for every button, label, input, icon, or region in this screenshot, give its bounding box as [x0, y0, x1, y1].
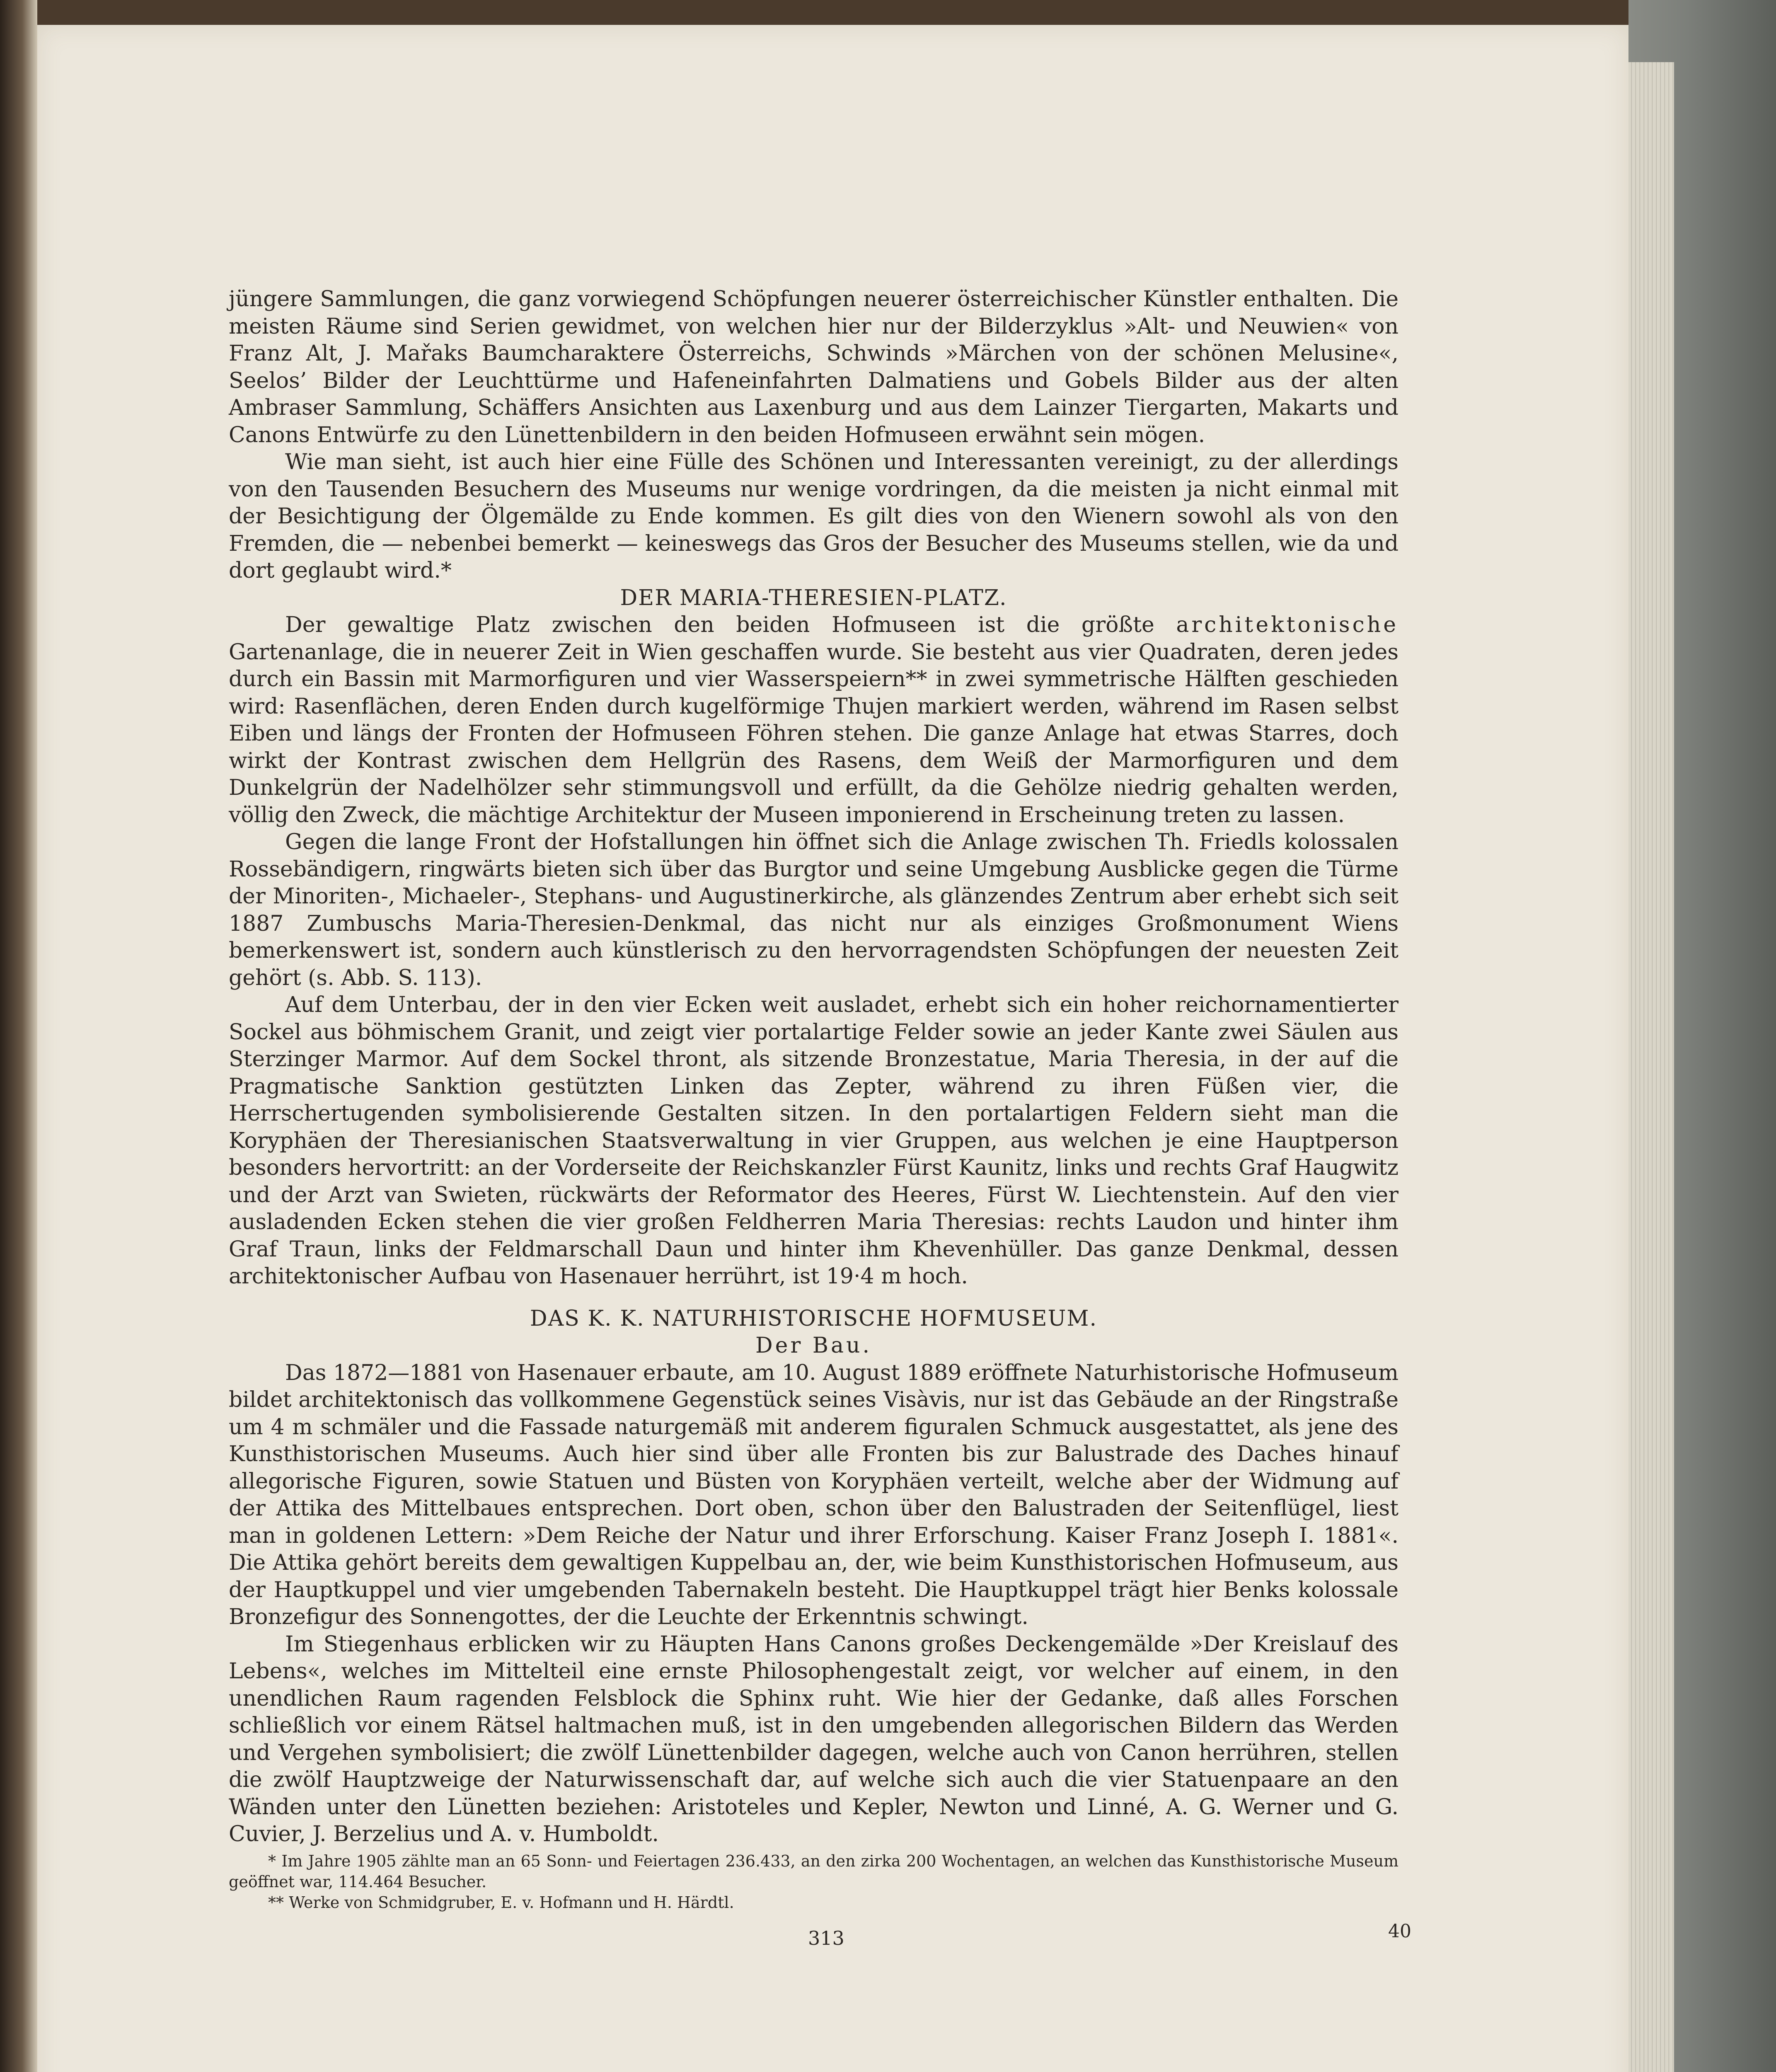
page-edges: [1628, 62, 1674, 2072]
heading-naturhistorische-hofmuseum: DAS K. K. NATURHISTORISCHE HOFMUSEUM.: [530, 1306, 1098, 1331]
page-body: [229, 286, 1399, 1913]
platz-spaced-word: architektonische: [1176, 612, 1399, 637]
platz-text-a: Der gewaltige Platz zwischen den beiden Hofmuseen ist die größte: [285, 612, 1154, 637]
subheading-der-bau: Der Bau.: [755, 1333, 872, 1358]
signature-mark: 40: [1388, 1921, 1411, 1942]
paragraph-museum-2: Im Stiegenhaus erblicken wir zu Häupten Hans Canons großes Deckengemälde »Der Kreislauf des Lebens«, welches im Mittelteil eine ernste Philosophengestalt zeigt, vor welcher auf einem, in den unendlichen Raum ragenden Felsblock die Sphinx ruht. Wie hier der Gedanke, daß alles Forschen schließlich vor einem Rätsel haltmachen muß, ist in den umgebenden allegorischen Bildern das Werden und Vergehen symbolisiert; die zwölf Lünettenbilder dagegen, welche auch von Canon herrühren, stellen die zwölf Hauptzweige der Naturwissenschaft dar, auf welche sich auch die vier Statuenpaare an den Wänden unter den Lünetten beziehen: Aristoteles und Kepler, Newton und Linné, A. G. Werner und G. Cuvier, J. Berzelius und A. v. Humboldt.: [229, 1631, 1399, 1847]
heading-maria-theresien-platz: DER MARIA-THERESIEN-PLATZ.: [620, 585, 1007, 610]
paragraph-museum-1: Das 1872—1881 von Hasenauer erbaute, am 10. August 1889 eröffnete Naturhistorische Hofmuseum bildet architektonisch das vollkommene Gegenstück seines Visàvis, nur ist das Gebäude an der Ringstraße um 4 m schmäler und die Fassade naturgemäß mit anderem figuralen Schmuck ausgestattet, als jene des Kunsthistorischen Museums. Auch hier sind über alle Fronten bis zur Balustrade des Daches hinauf allegorische Figuren, sowie Statuen und Büsten von Koryphäen verteilt, welche aber der Widmung auf der Attika des Mittelbaues entsprechen. Dort oben, schon über den Balustraden der Seitenflügel, liest man in goldenen Lettern: »Dem Reiche der Natur und ihrer Erforschung. Kaiser Franz Joseph I. 1881«. Die Attika gehört bereits dem gewaltigen Kuppelbau an, der, wie beim Kunsthistorischen Hofmuseum, aus der Hauptkuppel und vier umgebenden Tabernakeln besteht. Die Hauptkuppel trägt hier Benks kolossale Bronzefigur des Sonnengottes, der die Leuchte der Erkenntnis schwingt.: [229, 1360, 1399, 1629]
platz-text-b: Gartenanlage, die in neuerer Zeit in Wien geschaffen wurde. Sie besteht aus vier Quadraten, deren jedes durch ein Bassin mit Marmorfiguren und vier Wasserspeiern** in zwei symmetrische Hälften geschieden wird: Rasenflächen, deren Enden durch kugelförmige Thujen markiert werden, während im Rasen selbst Eiben und längs der Fronten der Hofmuseen Föhren stehen. Die ganze Anlage hat etwas Starres, doch wirkt der Kontrast zwischen dem Hellgrün des Rasens, dem Weiß der Marmorfiguren und dem Dunkelgrün der Nadelhölzer sehr stimmungsvoll und erfüllt, da die Gehölze niedrig gehalten werden, völlig den Zweck, die mächtige Architektur der Museen imponierend in Erscheinung treten zu lassen.: [229, 639, 1399, 828]
footnotes: [229, 1851, 1399, 1913]
paragraph-intro-2: Wie man sieht, ist auch hier eine Fülle des Schönen und Interessanten vereinigt, zu der allerdings von den Tausenden Besuchern des Museums nur wenige vordringen, da die meisten ja nicht einmal mit der Besichtigung der Ölgemälde zu Ende kommen. Es gilt dies von den Wienern sowohl als von den Fremden, die — nebenbei bemerkt — keineswegs das Gros der Besucher des Museums stellen, wie da und dort geglaubt wird.*: [229, 450, 1399, 583]
book-page: [37, 25, 1628, 2072]
paragraph-platz-1: [229, 612, 1399, 829]
footnote-1: * Im Jahre 1905 zählte man an 65 Sonn- und Feiertagen 236.433, an den zirka 200 Wochentagen, an welchen das Kunsthistorische Museum geöffnet war, 114.464 Besucher.: [229, 1852, 1399, 1891]
page-number: 313: [808, 1927, 844, 1949]
paragraph-platz-2: Gegen die lange Front der Hofstallungen hin öffnet sich die Anlage zwischen Th. Friedls kolossalen Rossebändigern, ringwärts bieten sich über das Burgtor und seine Umgebung Ausblicke gegen die Türme der Minoriten-, Michaeler-, Stephans- und Augustinerkirche, als glänzendes Zentrum aber erhebt sich seit 1887 Zumbuschs Maria-Theresien-Denkmal, das nicht nur als einziges Großmonument Wiens bemerkenswert ist, sondern auch künstlerisch zu den hervorragendsten Schöpfungen der neuesten Zeit gehört (s. Abb. S. 113).: [229, 830, 1399, 990]
paragraph-intro-1: jüngere Sammlungen, die ganz vorwiegend Schöpfungen neuerer österreichischer Künstler enthalten. Die meisten Räume sind Serien gewidmet, von welchen hier nur der Bilderzyklus »Alt- und Neuwien« von Franz Alt, J. Mařaks Baumcharaktere Österreichs, Schwinds »Märchen von der schönen Melusine«, Seelos’ Bilder der Leuchttürme und Hafeneinfahrten Dalmatiens und Gobels Bilder aus der alten Ambraser Sammlung, Schäffers Ansichten aus Laxenburg und aus dem Lainzer Tiergarten, Makarts und Canons Entwürfe zu den Lünettenbildern in den beiden Hofmuseen erwähnt sein mögen.: [229, 287, 1399, 448]
book-gutter: [0, 0, 37, 2072]
footnote-2: ** Werke von Schmidgruber, E. v. Hofmann und H. Härdtl.: [268, 1893, 734, 1912]
paragraph-platz-3: Auf dem Unterbau, der in den vier Ecken weit ausladet, erhebt sich ein hoher reichornamentierter Sockel aus böhmischem Granit, und zeigt vier portalartige Felder sowie an jeder Kante zwei Säulen aus Sterzinger Marmor. Auf dem Sockel thront, als sitzende Bronzestatue, Maria Theresia, in der auf die Pragmatische Sanktion gestützten Linken das Zepter, während zu ihren Füßen vier, die Herrschertugenden symbolisierende Gestalten sitzen. In den portalartigen Feldern sieht man die Koryphäen der Theresianischen Staatsverwaltung in vier Gruppen, aus welchen je eine Hauptperson besonders hervortritt: an der Vorderseite der Reichskanzler Fürst Kaunitz, links und rechts Graf Haugwitz und der Arzt van Swieten, rückwärts der Reformator des Heeres, Fürst W. Liechtenstein. Auf den vier ausladenden Ecken stehen die vier großen Feldherren Maria Theresias: rechts Laudon und hinter ihm Graf Traun, links der Feldmarschall Daun und hinter ihm Khevenhüller. Das ganze Denkmal, dessen architektonischer Aufbau von Hasenauer herrührt, ist 19·4 m hoch.: [229, 992, 1399, 1289]
